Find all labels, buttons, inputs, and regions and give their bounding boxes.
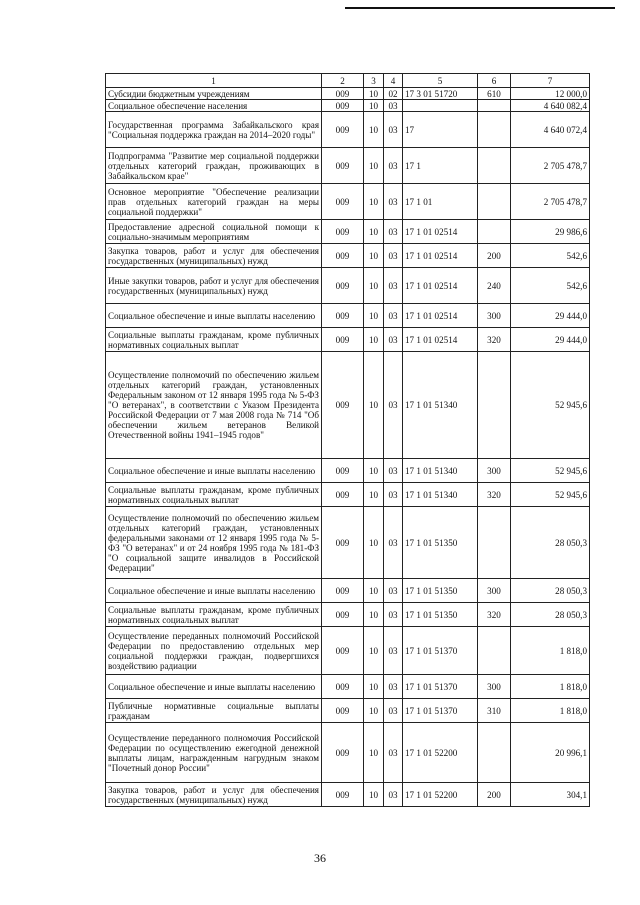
expense-type-code <box>478 723 511 783</box>
expense-type-code <box>478 627 511 675</box>
target-article-code: 17 1 01 51350 <box>403 579 478 603</box>
target-article-code: 17 1 01 51370 <box>403 627 478 675</box>
ministry-code: 009 <box>322 100 364 112</box>
table-row <box>106 627 590 675</box>
row-name: Социальное обеспечение и иные выплаты населению <box>106 304 322 328</box>
subsection-code: 03 <box>384 483 403 507</box>
row-name: Социальные выплаты гражданам, кроме публичных нормативных социальных выплат <box>106 603 322 627</box>
table-row <box>106 88 590 100</box>
section-code: 10 <box>364 483 384 507</box>
expense-type-code: 610 <box>478 88 511 100</box>
table-row <box>106 483 590 507</box>
target-article-code: 17 1 01 52200 <box>403 723 478 783</box>
ministry-code: 009 <box>322 603 364 627</box>
amount: 29 444,0 <box>511 328 590 352</box>
row-name: Закупка товаров, работ и услуг для обеспечения государственных (муниципальных) нужд <box>106 783 322 807</box>
section-code: 10 <box>364 627 384 675</box>
row-name: Осуществление полномочий по обеспечению жильем отдельных категорий граждан, установленных Федеральным законом от 12 января 1995 года № 5-ФЗ "О ветеранах", в соответствии с Указом Президента Российской Федерации от 7 мая 2008 года № 714 "Об обеспечении жильем ветеранов Великой Отечественной войны 1941–1945 годов" <box>106 352 322 459</box>
row-name: Иные закупки товаров, работ и услуг для обеспечения государственных (муниципальных) нужд <box>106 268 322 304</box>
table-row <box>106 699 590 723</box>
target-article-code: 17 1 01 51340 <box>403 483 478 507</box>
target-article-code: 17 1 01 51350 <box>403 603 478 627</box>
ministry-code: 009 <box>322 723 364 783</box>
table-header-row <box>106 74 590 88</box>
section-code: 10 <box>364 220 384 244</box>
subsection-code: 03 <box>384 579 403 603</box>
amount: 29 444,0 <box>511 304 590 328</box>
subsection-code: 03 <box>384 507 403 579</box>
expense-type-code: 310 <box>478 699 511 723</box>
table-row <box>106 220 590 244</box>
amount: 542,6 <box>511 244 590 268</box>
section-code: 10 <box>364 88 384 100</box>
amount: 1 818,0 <box>511 699 590 723</box>
section-code: 10 <box>364 100 384 112</box>
target-article-code: 17 1 01 02514 <box>403 268 478 304</box>
row-name: Основное мероприятие "Обеспечение реализации прав отдельных категорий граждан на меры социальной поддержки" <box>106 184 322 220</box>
expense-type-code: 300 <box>478 675 511 699</box>
column-header: 5 <box>403 74 478 88</box>
section-code: 10 <box>364 603 384 627</box>
table-row <box>106 244 590 268</box>
amount: 52 945,6 <box>511 459 590 483</box>
subsection-code: 03 <box>384 100 403 112</box>
amount: 52 945,6 <box>511 483 590 507</box>
ministry-code: 009 <box>322 244 364 268</box>
target-article-code: 17 1 01 51340 <box>403 459 478 483</box>
expense-type-code: 300 <box>478 304 511 328</box>
target-article-code: 17 1 01 51350 <box>403 507 478 579</box>
ministry-code: 009 <box>322 783 364 807</box>
section-code: 10 <box>364 184 384 220</box>
section-code: 10 <box>364 112 384 148</box>
table-row <box>106 603 590 627</box>
column-header: 7 <box>511 74 590 88</box>
subsection-code: 02 <box>384 88 403 100</box>
section-code: 10 <box>364 507 384 579</box>
amount: 28 050,3 <box>511 579 590 603</box>
ministry-code: 009 <box>322 675 364 699</box>
row-name: Государственная программа Забайкальского края "Социальная поддержка граждан на 2014–2020 годы" <box>106 112 322 148</box>
subsection-code: 03 <box>384 723 403 783</box>
target-article-code: 17 1 01 <box>403 184 478 220</box>
top-rule <box>345 7 615 9</box>
expense-type-code: 320 <box>478 483 511 507</box>
ministry-code: 009 <box>322 699 364 723</box>
amount: 542,6 <box>511 268 590 304</box>
amount: 29 986,6 <box>511 220 590 244</box>
table-row <box>106 148 590 184</box>
section-code: 10 <box>364 783 384 807</box>
ministry-code: 009 <box>322 220 364 244</box>
amount: 4 640 082,4 <box>511 100 590 112</box>
column-header: 1 <box>106 74 322 88</box>
subsection-code: 03 <box>384 328 403 352</box>
section-code: 10 <box>364 148 384 184</box>
subsection-code: 03 <box>384 783 403 807</box>
section-code: 10 <box>364 328 384 352</box>
table-row <box>106 304 590 328</box>
table-row <box>106 723 590 783</box>
subsection-code: 03 <box>384 627 403 675</box>
column-header: 2 <box>322 74 364 88</box>
expense-type-code <box>478 352 511 459</box>
table-row <box>106 268 590 304</box>
subsection-code: 03 <box>384 244 403 268</box>
amount: 2 705 478,7 <box>511 148 590 184</box>
table-row <box>106 352 590 459</box>
expense-type-code <box>478 100 511 112</box>
expense-type-code: 200 <box>478 783 511 807</box>
row-name: Социальное обеспечение и иные выплаты населению <box>106 459 322 483</box>
amount: 1 818,0 <box>511 627 590 675</box>
expense-type-code: 240 <box>478 268 511 304</box>
target-article-code: 17 1 01 02514 <box>403 304 478 328</box>
section-code: 10 <box>364 304 384 328</box>
target-article-code: 17 <box>403 112 478 148</box>
row-name: Субсидии бюджетным учреждениям <box>106 88 322 100</box>
expense-type-code <box>478 184 511 220</box>
target-article-code: 17 1 01 51370 <box>403 675 478 699</box>
subsection-code: 03 <box>384 112 403 148</box>
target-article-code <box>403 100 478 112</box>
expense-type-code <box>478 112 511 148</box>
expense-type-code: 300 <box>478 579 511 603</box>
section-code: 10 <box>364 675 384 699</box>
row-name: Социальное обеспечение населения <box>106 100 322 112</box>
subsection-code: 03 <box>384 603 403 627</box>
ministry-code: 009 <box>322 184 364 220</box>
row-name: Социальное обеспечение и иные выплаты населению <box>106 579 322 603</box>
ministry-code: 009 <box>322 268 364 304</box>
target-article-code: 17 1 <box>403 148 478 184</box>
row-name: Закупка товаров, работ и услуг для обеспечения государственных (муниципальных) нужд <box>106 244 322 268</box>
ministry-code: 009 <box>322 352 364 459</box>
ministry-code: 009 <box>322 579 364 603</box>
target-article-code: 17 1 01 02514 <box>403 328 478 352</box>
expense-type-code: 200 <box>478 244 511 268</box>
column-header: 3 <box>364 74 384 88</box>
row-name: Предоставление адресной социальной помощи к социально-значимым мероприятиям <box>106 220 322 244</box>
target-article-code: 17 1 01 52200 <box>403 783 478 807</box>
target-article-code: 17 3 01 51720 <box>403 88 478 100</box>
amount: 1 818,0 <box>511 675 590 699</box>
section-code: 10 <box>364 268 384 304</box>
ministry-code: 009 <box>322 88 364 100</box>
column-header: 4 <box>384 74 403 88</box>
expense-type-code: 300 <box>478 459 511 483</box>
expense-type-code <box>478 507 511 579</box>
table-row <box>106 675 590 699</box>
expense-type-code <box>478 220 511 244</box>
ministry-code: 009 <box>322 112 364 148</box>
ministry-code: 009 <box>322 328 364 352</box>
ministry-code: 009 <box>322 627 364 675</box>
amount: 52 945,6 <box>511 352 590 459</box>
amount: 304,1 <box>511 783 590 807</box>
section-code: 10 <box>364 244 384 268</box>
table-row <box>106 783 590 807</box>
table-row <box>106 507 590 579</box>
subsection-code: 03 <box>384 675 403 699</box>
table-row <box>106 100 590 112</box>
row-name: Подпрограмма "Развитие мер социальной поддержки отдельных категорий граждан, проживающих в Забайкальском крае" <box>106 148 322 184</box>
row-name: Социальные выплаты гражданам, кроме публичных нормативных социальных выплат <box>106 328 322 352</box>
amount: 20 996,1 <box>511 723 590 783</box>
subsection-code: 03 <box>384 459 403 483</box>
budget-table <box>105 73 590 807</box>
subsection-code: 03 <box>384 352 403 459</box>
subsection-code: 03 <box>384 148 403 184</box>
amount: 2 705 478,7 <box>511 184 590 220</box>
ministry-code: 009 <box>322 459 364 483</box>
page-number: 36 <box>314 851 326 865</box>
subsection-code: 03 <box>384 304 403 328</box>
ministry-code: 009 <box>322 304 364 328</box>
table-row <box>106 112 590 148</box>
amount: 28 050,3 <box>511 603 590 627</box>
subsection-code: 03 <box>384 220 403 244</box>
section-code: 10 <box>364 723 384 783</box>
table-row <box>106 579 590 603</box>
section-code: 10 <box>364 459 384 483</box>
expense-type-code: 320 <box>478 328 511 352</box>
section-code: 10 <box>364 699 384 723</box>
table-row <box>106 459 590 483</box>
amount: 4 640 072,4 <box>511 112 590 148</box>
table-row <box>106 184 590 220</box>
ministry-code: 009 <box>322 507 364 579</box>
row-name: Социальное обеспечение и иные выплаты населению <box>106 675 322 699</box>
expense-type-code: 320 <box>478 603 511 627</box>
row-name: Социальные выплаты гражданам, кроме публичных нормативных социальных выплат <box>106 483 322 507</box>
row-name: Осуществление переданного полномочия Российской Федерации по осуществлению ежегодной денежной выплаты лицам, награжденным нагрудным знаком "Почетный донор России" <box>106 723 322 783</box>
amount: 28 050,3 <box>511 507 590 579</box>
row-name: Публичные нормативные социальные выплаты гражданам <box>106 699 322 723</box>
subsection-code: 03 <box>384 184 403 220</box>
target-article-code: 17 1 01 51340 <box>403 352 478 459</box>
section-code: 10 <box>364 352 384 459</box>
target-article-code: 17 1 01 02514 <box>403 220 478 244</box>
ministry-code: 009 <box>322 483 364 507</box>
section-code: 10 <box>364 579 384 603</box>
target-article-code: 17 1 01 02514 <box>403 244 478 268</box>
target-article-code: 17 1 01 51370 <box>403 699 478 723</box>
expense-type-code <box>478 148 511 184</box>
column-header: 6 <box>478 74 511 88</box>
subsection-code: 03 <box>384 699 403 723</box>
subsection-code: 03 <box>384 268 403 304</box>
table-row <box>106 328 590 352</box>
row-name: Осуществление переданных полномочий Российской Федерации по предоставлению отдельных мер социальной поддержки граждан, подвергшихся воздействию радиации <box>106 627 322 675</box>
row-name: Осуществление полномочий по обеспечению жильем отдельных категорий граждан, установленных федеральными законами от 12 января 1995 года № 5-ФЗ "О ветеранах" и от 24 ноября 1995 года № 181-ФЗ "О социальной защите инвалидов в Российской Федерации" <box>106 507 322 579</box>
amount: 12 000,0 <box>511 88 590 100</box>
ministry-code: 009 <box>322 148 364 184</box>
